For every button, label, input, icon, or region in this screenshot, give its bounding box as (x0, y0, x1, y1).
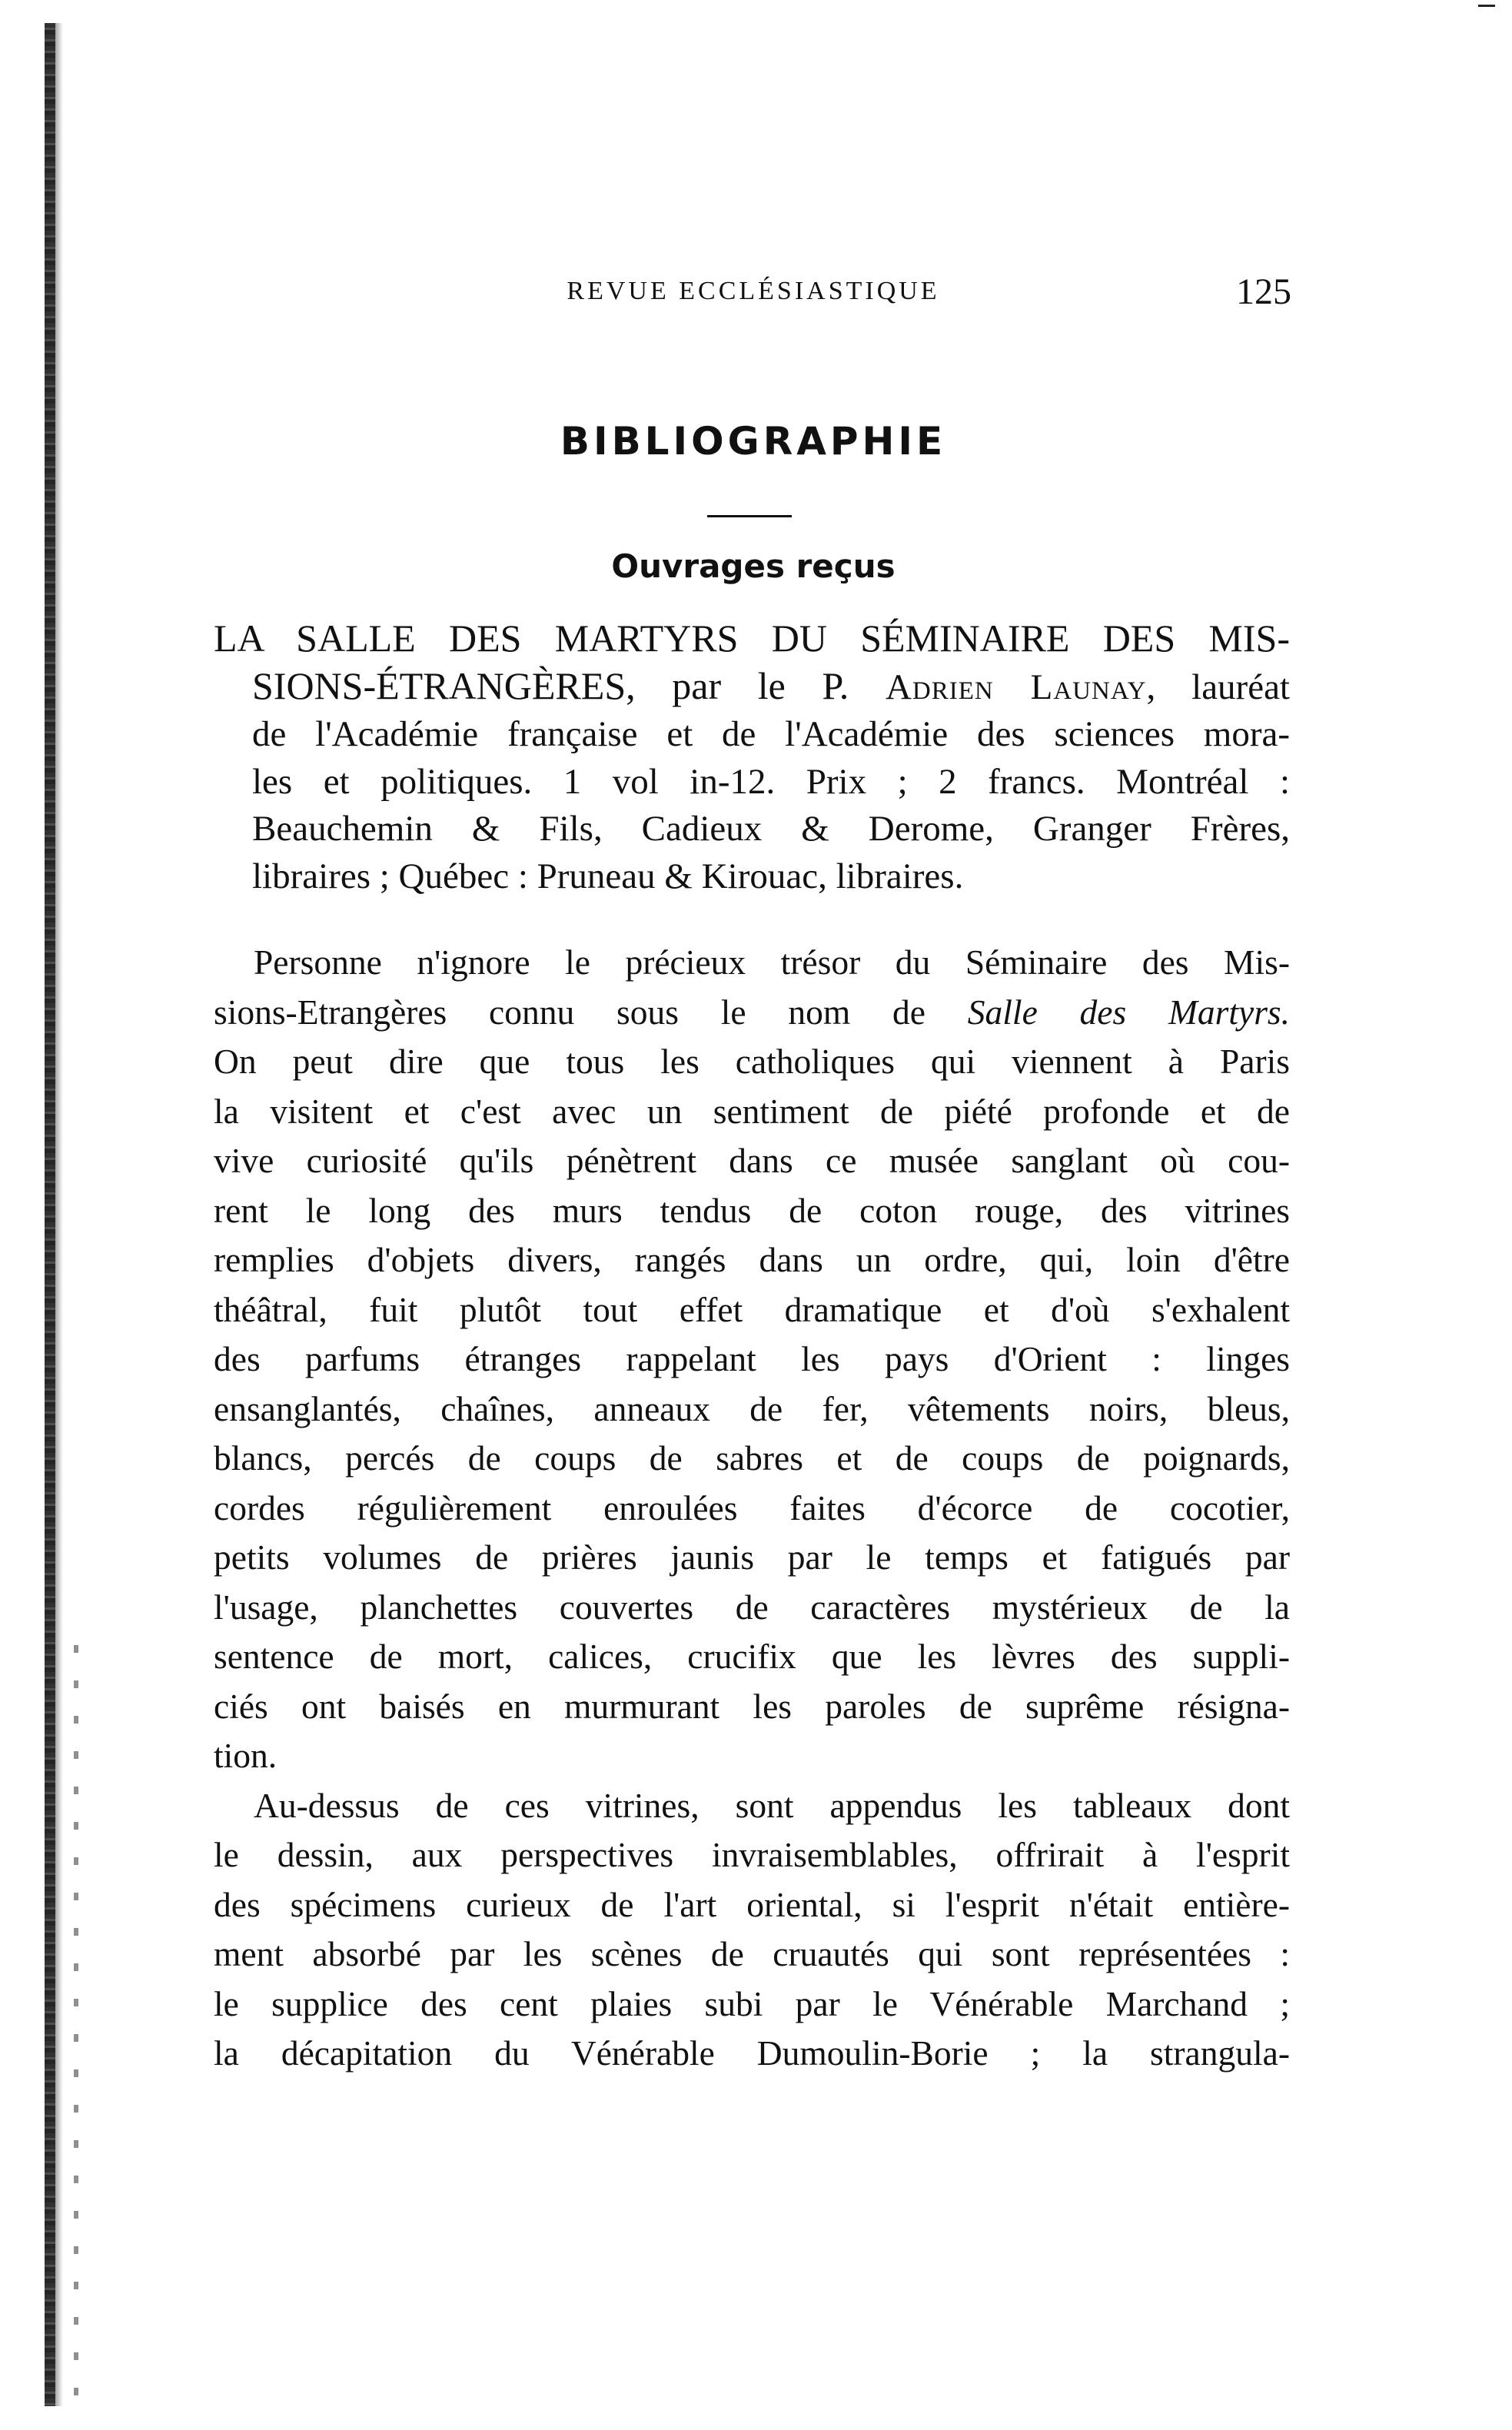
title-rule (707, 515, 792, 517)
page-number: 125 (1236, 271, 1291, 312)
entry-line: libraires ; Québec : Pruneau & Kirouac, libraires. (252, 856, 964, 896)
text-line: ment absorbé par les scènes de cruautés qui sont représentées : (214, 1934, 1290, 1973)
paragraph-2 (214, 1781, 1290, 2079)
text-line: vive curiosité qu'ils pénètrent dans ce musée sanglant où cou- (214, 1141, 1290, 1180)
section-title: BIBLIOGRAPHIE (560, 419, 947, 464)
text-line: la visitent et c'est avec un sentiment de piété profonde et de (214, 1091, 1290, 1131)
text-line: petits volumes de prières jaunis par le temps et fatigués par (214, 1537, 1290, 1577)
text-line: ciés ont baisés en murmurant les paroles de suprême résigna- (214, 1686, 1290, 1726)
page-binding-marks (74, 1645, 78, 2414)
running-head (215, 271, 1291, 323)
text-line: ensanglantés, chaînes, anneaux de fer, vêtements noirs, bleus, (214, 1388, 1290, 1428)
text-line: cordes régulièrement enroulées faites d'écorce de cocotier, (214, 1488, 1290, 1527)
entry-line: les et politiques. 1 vol in-12. Prix ; 2 francs. Montréal : (252, 761, 1290, 802)
text-line (214, 988, 1290, 1038)
text-line: blancs, percés de coups de sabres et de coups de poignards, (214, 1438, 1290, 1478)
italic-title: Salle des Martyrs. (967, 992, 1290, 1032)
entry-author: Adrien Launay (885, 667, 1147, 707)
scan-corner-mark (1478, 0, 1495, 7)
bibliography-entry (214, 615, 1290, 901)
entry-line: LA SALLE DES MARTYRS DU SÉMINAIRE DES MIS- (214, 617, 1290, 660)
entry-line: de l'Académie française et de l'Académie des sciences mora- (252, 714, 1290, 755)
text-run: sions-Etrangères connu sous le nom de (214, 992, 968, 1032)
text-line: Personne n'ignore le précieux trésor du Séminaire des Mis- (254, 942, 1290, 982)
text-line: le supplice des cent plaies subi par le Vénérable Marchand ; (214, 1983, 1290, 2023)
text-line: le dessin, aux perspectives invraisemblables, offrirait à l'esprit (214, 1835, 1290, 1874)
entry-title-continuation: SIONS-ÉTRANGÈRES, par le P. (252, 663, 886, 707)
text-line: théâtral, fuit plutôt tout effet dramatique et d'où s'exhalent (214, 1289, 1290, 1329)
text-line: sentence de mort, calices, crucifix que les lèvres des suppli- (214, 1637, 1290, 1676)
text-line: remplies d'objets divers, rangés dans un ordre, qui, loin d'être (214, 1240, 1290, 1279)
text-line: Au-dessus de ces vitrines, sont appendus les tableaux dont (254, 1785, 1290, 1825)
paragraph-1 (214, 938, 1290, 1781)
page-binding-edge (45, 23, 55, 2406)
text-line: l'usage, planchettes couvertes de caractères mystérieux de la (214, 1587, 1290, 1627)
subsection-title: Ouvrages reçus (611, 547, 896, 585)
entry-author-suffix: , lauréat (1146, 667, 1290, 707)
entry-line: Beauchemin & Fils, Cadieux & Derome, Granger Frères, (252, 809, 1290, 849)
text-line: la décapitation du Vénérable Dumoulin-Borie ; la strangula- (214, 2033, 1290, 2073)
page-binding-shadow (55, 23, 63, 2406)
entry-line (214, 663, 1290, 712)
text-line: rent le long des murs tendus de coton rouge, des vitrines (214, 1190, 1290, 1230)
body-text (214, 938, 1290, 2079)
text-line: On peut dire que tous les catholiques qui viennent à Paris (214, 1042, 1290, 1081)
text-line: des parfums étranges rappelant les pays d'Orient : linges (214, 1339, 1290, 1378)
running-title: REVUE ECCLÉSIASTIQUE (567, 277, 940, 305)
text-line: tion. (214, 1736, 277, 1775)
text-line: des spécimens curieux de l'art oriental, si l'esprit n'était entière- (214, 1884, 1290, 1924)
